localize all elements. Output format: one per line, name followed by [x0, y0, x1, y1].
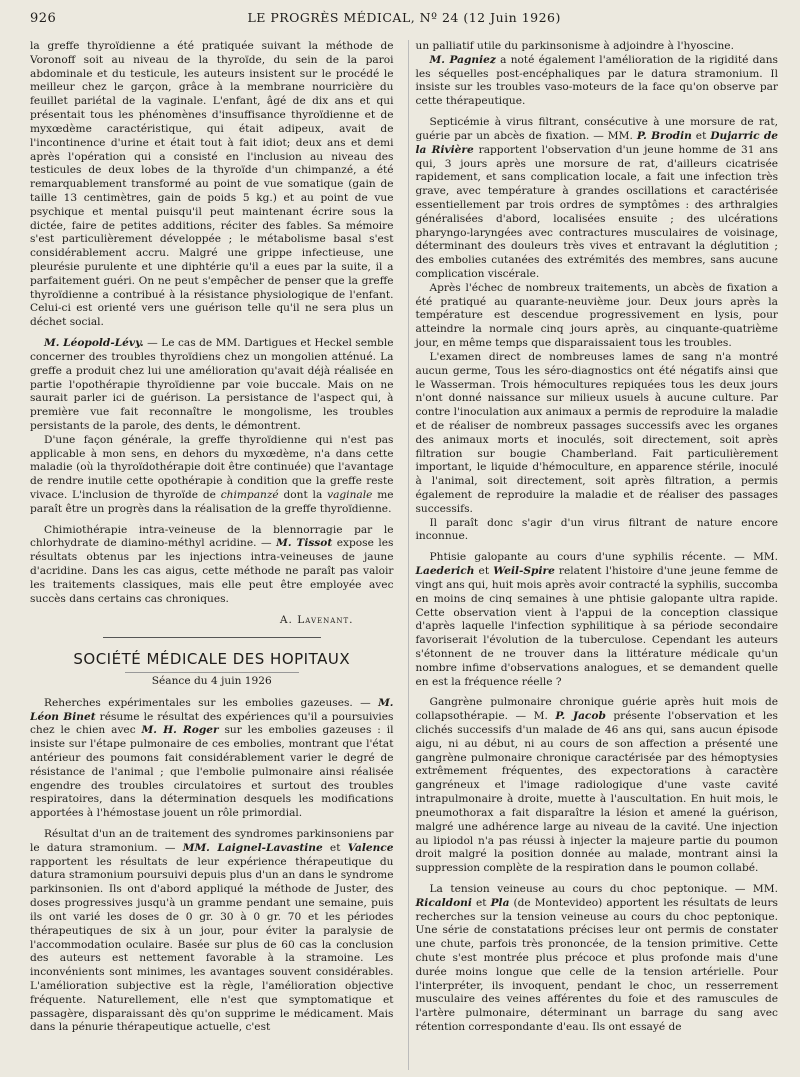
author-name: Dujarric de la Rivière — [415, 129, 778, 156]
author-name: Weil-Spire — [493, 565, 555, 578]
paragraph: Il paraît donc s'agir d'un virus filtrant de nature encore inconnue. — [415, 516, 778, 543]
author-name: MM. Laignel-Lavastine — [182, 841, 323, 854]
right-column — [408, 40, 779, 1070]
author-name: M. Léon Binet — [30, 696, 394, 723]
paragraph: un palliatif utile du parkinsonisme à adjoindre à l'hyoscine. — [415, 40, 734, 52]
paragraph: Reherches expérimentales sur les embolies gazeuses. — M. Léon Binet résume le résultat des expériences qu'il a poursuivies chez le chien avec M. H. Roger sur les embolies gazeuses : il insiste sur l'étape pulmonaire de ces embolies, montrant que l'état antérieur des poumons fait considérablement varier le degré de résistance de l'animal ; que l'embolie pulmonaire ainsi réalisée engendre des troubles circulatoires et surtout des troubles respiratoires, dans la détermination desquels les modifications apportées à l'hémostase jouent un rôle primordial. — [30, 696, 394, 820]
page-number: 926 — [30, 11, 57, 26]
entry-title: Septicémie à virus filtrant, consécutive à une morsure de rat, guérie par un abcès de fixation. — [415, 116, 778, 142]
author-name: Valence — [347, 841, 394, 854]
author-name: P. Brodin — [636, 129, 692, 142]
paragraph: L'examen direct de nombreuses lames de sang n'a montré aucun germe, Tous les séro-diagnostics ont été négatifs ainsi que le Wasserman. Trois hémocultures repiquées tous les deux jours n'ont donné naissance sur milieux usuels à aucune culture. Par contre l'inoculation aux animaux a permis de reproduire la maladie et de réaliser de nombreux passages successifs avec les organes des animaux morts et inoculés, soit directement, soit après filtration sur bougie Chamberland. Fait particulièrement important, le liquide d'hémoculture, en apparence stérile, inoculé à l'animal, soit directement, soit après filtration, a permis également de reproduire la maladie et de réaliser des passages successifs. — [415, 350, 778, 515]
author-name: Laederich — [415, 565, 475, 578]
paragraph: M. Léopold-Lévy. — Le cas de MM. Dartigues et Heckel semble concerner des troubles thyroïdiens chez un mongolien atténué. La greffe a produit chez lui une amélioration qu'avait déjà réalisée en partie l'opothérapie thyroïdienne par voie buccale. Mais on ne saurait parler ici de guérison. La persistance de l'aspect qui, à première vue fait reconnaître le mongolisme, les troubles persistants de la parole, des dents, le démontrent. — [30, 337, 394, 432]
session-date: Séance du 4 juin 1926 — [151, 674, 272, 687]
section-divider — [103, 637, 321, 638]
entry-title: Résultat d'un an de traitement des syndromes parkinsoniens par le datura stramonium. — [30, 828, 394, 854]
section-heading: SOCIÉTÉ MÉDICALE DES HOPITAUX — [73, 650, 351, 669]
author-name: M. Pagniez — [429, 53, 496, 66]
running-head — [30, 10, 778, 40]
entry-title: Reherches expérimentales sur les embolies gazeuses. — [44, 696, 353, 709]
paragraph: Après l'échec de nombreux traitements, un abcès de fixation a été pratiqué au quarante-neuvième jour. Deux jours après la température est descendue progressivement en lysis, pour atteindre la normale cinq jours après, au cinquante-quatrième jour, en même temps que disparaissaient tous les troubles. — [415, 281, 778, 350]
paragraph: M. Pagniez a noté également l'amélioration de la rigidité dans les séquelles post-encéphaliques par le datura stramonium. Il insiste sur les troubles vaso-moteurs de la face qu'on observe par cette thérapeutique. — [415, 53, 778, 108]
journal-title: LE PROGRÈS MÉDICAL, Nº 24 (12 Juin 1926) — [247, 10, 561, 25]
heading-underline — [125, 672, 299, 673]
author-name: P. Jacob — [555, 710, 606, 723]
paragraph: Septicémie à virus filtrant, consécutive à une morsure de rat, guérie par un abcès de fixation. — MM. P. Brodin et Dujarric de la Rivière rapportent l'observation d'un jeune homme de 31 ans qui, 3 jours après une morsure de rat, d'ailleurs cicatrisée rapidement, et sans complication locale, a fait une infection très grave, avec température à grandes oscillations et caractérisée essentiellement par trois ordres de symptômes : des arthralgies généralisées d'abord, localisées ensuite ; des ulcérations pharyngo-laryngées avec contractures musculaires de voisinage, déterminant des douleurs très vives et entravant la déglutition ; des embolies cutanées des extrémités des membres, sans aucune complication viscérale. — [415, 116, 778, 280]
entry-title: Phtisie galopante au cours d'une syphilis récente. — [429, 551, 726, 564]
paragraph: D'une façon générale, la greffe thyroïdienne qui n'est pas applicable à mon sens, en dehors du myxœdème, n'a dans cette maladie (où la thyroïdothérapie doit être continuée) que l'avantage de rendre inutile cette opothérapie à condition que la greffe reste vivace. L'inclusion de thyroïde de chimpanzé dont la vaginale me paraît être un progrès dans la réalisation de la greffe thyroïdienne. — [30, 433, 394, 515]
author-name: M. Tissot — [276, 537, 333, 550]
author-name: M. Léopold-Lévy. — [44, 337, 144, 350]
author-name: Ricaldoni — [415, 896, 472, 909]
left-column — [30, 40, 394, 1070]
paragraph: la greffe thyroïdienne a été pratiquée suivant la méthode de Voronoff soit au niveau de la thyroïde, du sein de la paroi abdominale et du testicule, les auteurs insistent sur le procédé le meilleur chez le garçon, grâce à la membrane nourricière du feuillet pariétal de la vaginale. L'enfant, âgé de dix ans et qui présentait tous les phénomènes d'insuffisance thyroïdienne et de myxœdème caractéristique, qui était adipeux, avait de l'incontinence d'urine et était tout à fait idiot; deux ans et demi après l'opération qui a consisté en l'inclusion au niveau des testicules de deux lobes de la thyroïde d'un chimpanzé, a été remarquablement transformé au point de vue somatique (gain de taille 13 centimètres, gain de poids 5 kg.) et au point de vue psychique et mental puisqu'il peut maintenant écrire sous la dictée, faire de petites additions, réciter des fables. Sa mémoire s'est particulièrement développée ; le métabolisme basal s'est considérablement accru. Malgré une grippe infectieuse, une pleurésie purulente et une diphtérie qu'il a eues par la suite, il a parfaitement guéri. On ne peut s'empêcher de penser que la greffe thyroïdienne a contribué à la résistance physiologique de l'enfant. Celui-ci est orienté vers une guérison telle qu'il ne sera plus un déchet social. — [30, 40, 394, 329]
paragraph: Phtisie galopante au cours d'une syphilis récente. — MM. Laederich et Weil-Spire relatent l'histoire d'une jeune femme de vingt ans qui, huit mois après avoir contracté la syphilis, succomba en moins de cinq semaines à une phtisie galopante ultra rapide. Cette observation vient à l'appui de la conception classique d'après laquelle l'infection syphilitique à sa période secondaire favoriserait l'évolution de la tuberculose. Cependant les auteurs s'étonnent de ne trouver dans la littérature médicale qu'un nombre infime d'observations analogues, et se demandent quelle en est la fréquence réelle ? — [415, 551, 778, 688]
entry-title: Gangrène pulmonaire chronique guérie après huit mois de collapsothérapie. — [415, 696, 778, 723]
signature: A. Lavenant. — [279, 613, 354, 626]
paragraph: Gangrène pulmonaire chronique guérie après huit mois de collapsothérapie. — M. P. Jacob présente l'observation et les clichés successifs d'un malade de 46 ans qui, sans aucun épisode aigu, ni au début, ni au cours de son affection a présenté une gangrène pulmonaire chronique caractérisée par des hémoptysies extrêmement fréquentes, des expectorations à caractère gangréneux et l'image radiologique d'une vaste cavité intrapulmonaire à droite, muette à l'auscultation. En huit mois, le pneumothorax a fait disparaître la lésion et amené la guérison, malgré une adhérence large au niveau de la cavité. Une injection au lipiodol n'a pas réussi à injecter la majeure partie du poumon droit malgré la position donnée au malade, montrant ainsi la suppression complète de la respiration dans le poumon collabé. — [415, 696, 778, 875]
paragraph: La tension veineuse au cours du choc peptonique. — MM. Ricaldoni et Pla (de Montevideo) apportent les résultats de leurs recherches sur la tension veineuse au cours du choc peptonique. Une série de constatations précises leur ont permis de constater une chute, parfois très prononcée, de la tension primitive. Cette chute s'est montrée plus précoce et plus profonde mais d'une durée moins longue que celle de la tension artérielle. Pour l'interpréter, ils invoquent, pendant le choc, un resserrement musculaire des veines afférentes du foie et des ramuscules de l'artère pulmonaire, déterminant un barrage du sang avec rétention correspondante d'eau. Ils ont essayé de — [415, 882, 778, 1034]
entry-title: Chimiothérapie intra-veineuse de la blennorragie par le chlorhydrate de diamino-méthyl acridine. — [30, 523, 394, 550]
paragraph: Résultat d'un an de traitement des syndromes parkinsoniens par le datura stramonium. — MM. Laignel-Lavastine et Valence rapportent les résultats de leur expérience thérapeutique du datura stramonium poursuivi depuis plus d'un an dans le syndrome parkinsonien. Ils ont d'abord appliqué la méthode de Juster, des doses progressives jusqu'à un gramme pendant une semaine, puis ils ont varié les doses de 0 gr. 30 à 0 gr. 70 et les périodes thérapeutiques de six à un jour, pour éviter la paralysie de l'accommodation oculaire. Basée sur plus de 60 cas la conclusion des auteurs est nettement favorable à la stramoine. Les inconvénients sont minimes, les avantages souvent considérables. L'amélioration subjective est la règle, l'amélioration objective fréquente. Naturellement, elle n'est que symptomatique et passagère, disparaissant dès qu'on supprime le médicament. Mais dans la pénurie thérapeutique actuelle, c'est — [30, 828, 394, 1034]
paragraph: Chimiothérapie intra-veineuse de la blennorragie par le chlorhydrate de diamino-méthyl acridine. — M. Tissot expose les résultats obtenus par les injections intra-veineuses de jaune d'acridine. Dans les cas aigus, cette méthode ne paraît pas valoir les traitements classiques, mais elle peut être employée avec succès dans certains cas chroniques. — [30, 523, 394, 605]
author-name: M. H. Roger — [141, 724, 219, 737]
author-name: Pla — [490, 896, 510, 909]
entry-title: La tension veineuse au cours du choc peptonique. — [429, 882, 728, 895]
